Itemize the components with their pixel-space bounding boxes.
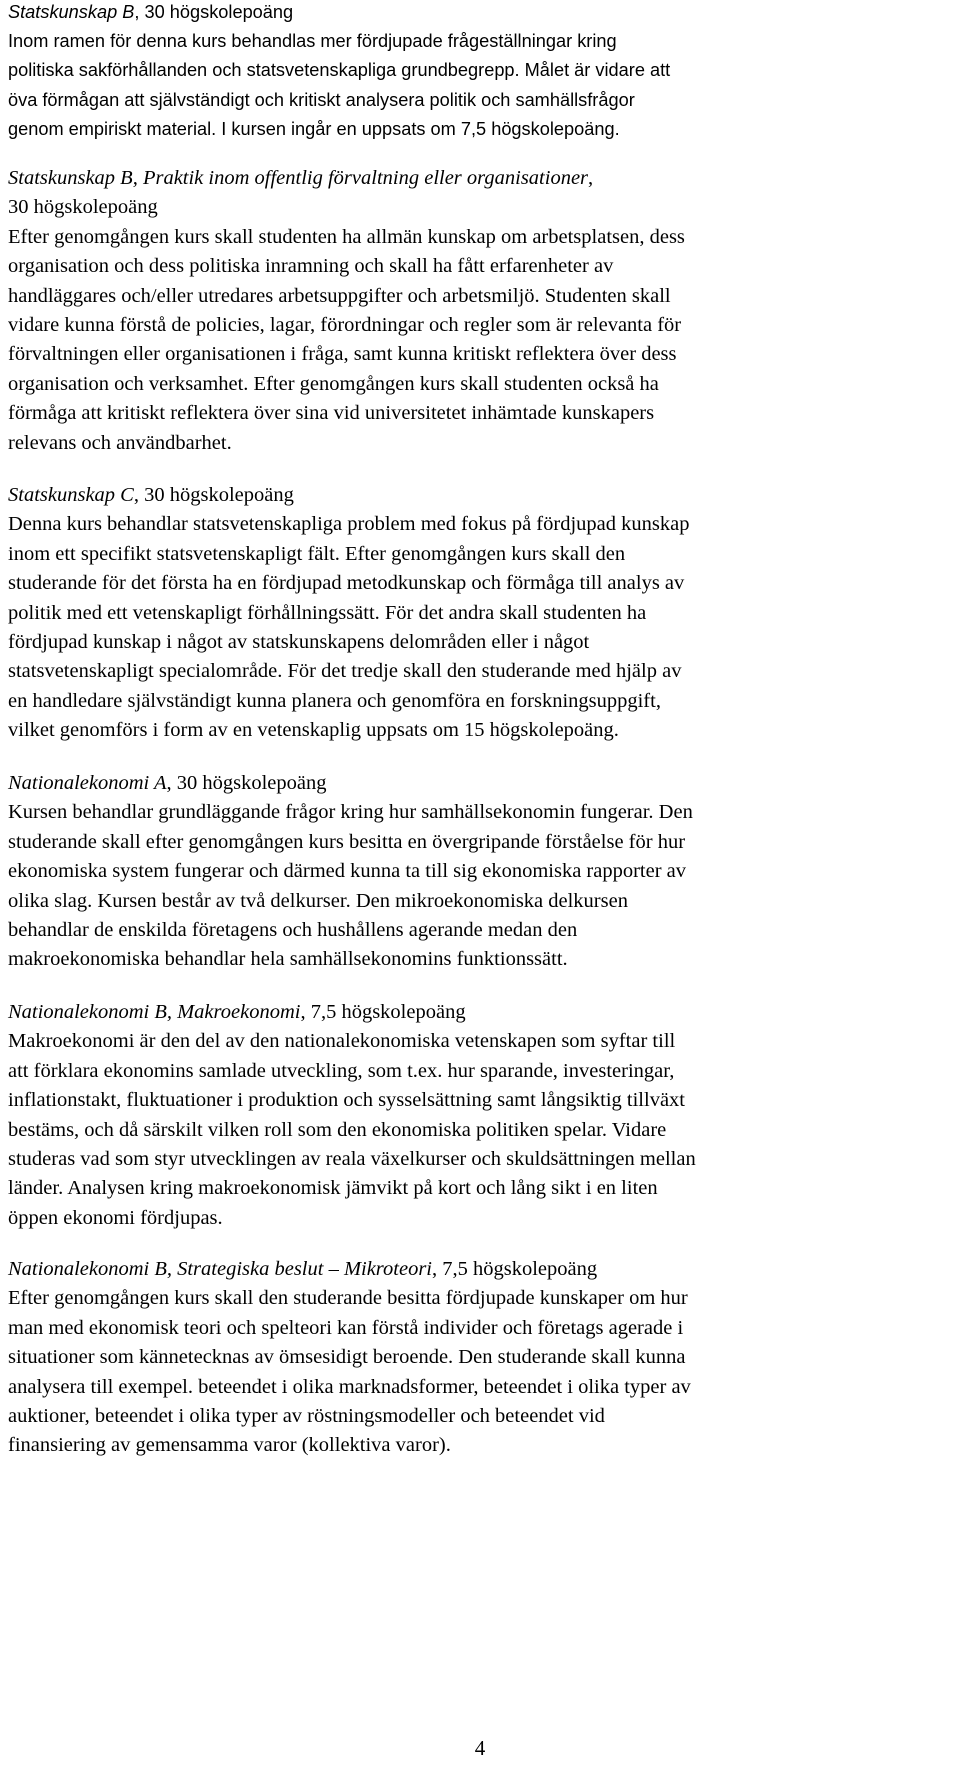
- course-section-statskunskap-b: [8, 0, 958, 144]
- course-description-line: Kursen behandlar grundläggande frågor kring hur samhällsekonomin fungerar. Den: [8, 801, 693, 824]
- course-credits: , 30 högskolepoäng: [133, 484, 294, 506]
- course-description-line: förmåga att kritiskt reflektera över sina vid universitetet inhämtade kunskapers: [8, 402, 655, 425]
- course-title: Statskunskap B: [8, 2, 135, 22]
- course-heading: [8, 164, 958, 193]
- course-credits: , 7,5 högskolepoäng: [300, 1001, 466, 1023]
- course-heading: [8, 998, 958, 1027]
- course-description-line: Inom ramen för denna kurs behandlas mer fördjupade frågeställningar kring: [8, 31, 617, 52]
- course-description-line: man med ekonomisk teori och spelteori kan förstå individer och företags agerade i: [8, 1316, 684, 1339]
- course-description-line: organisation och dess politiska inramning och skall ha fått erfarenheter av: [8, 255, 614, 278]
- course-description-line: ekonomiska system fungerar och därmed kunna ta till sig ekonomiska rapporter av: [8, 860, 687, 883]
- course-description-line: inflationstakt, fluktuationer i produktion och sysselsättning samt långsiktig tillväxt: [8, 1089, 685, 1112]
- course-description-line: statsvetenskapligt specialområde. För det tredje skall den studerande med hjälp av: [8, 660, 682, 683]
- course-description-line: olika slag. Kursen består av två delkurser. Den mikroekonomiska delkursen: [8, 889, 628, 912]
- course-description-line: Efter genomgången kurs skall den studerande besitta fördjupade kunskaper om hur: [8, 1287, 688, 1310]
- course-title: Statskunskap C: [8, 484, 134, 506]
- course-description-line: inom ett specifikt statsvetenskapligt fält. Efter genomgången kurs skall den: [8, 542, 626, 565]
- course-credits: , 30 högskolepoäng: [166, 772, 327, 794]
- course-description-line: studerande skall efter genomgången kurs besitta en övergripande förståelse för hur: [8, 830, 686, 853]
- course-description-line: öppen ekonomi fördjupas.: [8, 1206, 223, 1229]
- course-title: Nationalekonomi B, Makroekonomi: [8, 1001, 301, 1023]
- course-description-line: analysera till exempel. beteendet i olika marknadsformer, beteendet i olika typer av: [8, 1375, 691, 1398]
- course-description-line: länder. Analysen kring makroekonomisk jämvikt på kort och lång sikt i en liten: [8, 1177, 658, 1200]
- course-description-line: Makroekonomi är den del av den nationalekonomiska vetenskapen som syftar till: [8, 1030, 676, 1053]
- course-section-statskunskap-b-praktik: [8, 164, 958, 458]
- course-heading-comma: ,: [588, 167, 594, 189]
- course-description-line: handläggares och/eller utredares arbetsuppgifter och arbetsmiljö. Studenten skall: [8, 284, 671, 307]
- course-description-line: finansiering av gemensamma varor (kollektiva varor).: [8, 1434, 451, 1457]
- page-number: 4: [474, 1736, 486, 1760]
- course-heading: [8, 0, 958, 27]
- course-description-line: organisation och verksamhet. Efter genomgången kurs skall studenten också ha: [8, 372, 659, 395]
- course-description-line: genom empiriskt material. I kursen ingår en uppsats om 7,5 högskolepoäng.: [8, 118, 620, 139]
- course-credits: , 30 högskolepoäng: [134, 2, 294, 22]
- course-section-nationalekonomi-a: [8, 769, 958, 975]
- course-description-line: öva förmågan att självständigt och kritiskt analysera politik och samhällsfrågor: [8, 89, 635, 110]
- course-description-line: fördjupad kunskap i något av statskunskapens delområden eller i något: [8, 631, 590, 654]
- course-section-nationalekonomi-b-makroekonomi: [8, 998, 958, 1233]
- course-section-statskunskap-c: [8, 481, 958, 746]
- course-credits: , 7,5 högskolepoäng: [432, 1258, 598, 1280]
- course-heading: [8, 1255, 958, 1284]
- course-description-line: behandlar de enskilda företagens och hushållens agerande medan den: [8, 919, 578, 942]
- course-heading: [8, 769, 958, 798]
- course-description-line: vilket genomförs i form av en vetenskaplig uppsats om 15 högskolepoäng.: [8, 719, 619, 742]
- course-heading: [8, 481, 958, 510]
- course-description-line: förvaltningen eller organisationen i fråga, samt kunna kritiskt reflektera över dess: [8, 343, 677, 366]
- course-description-line: makroekonomiska behandlar hela samhällsekonomins funktionssätt.: [8, 948, 568, 971]
- course-description-line: situationer som kännetecknas av ömsesidigt beroende. Den studerande skall kunna: [8, 1346, 686, 1369]
- course-description-line: studerande för det första ha en fördjupad metodkunskap och förmåga till analys av: [8, 572, 685, 595]
- course-description-line: auktioner, beteendet i olika typer av röstningsmodeller och beteendet vid: [8, 1405, 605, 1428]
- course-description-line: studeras vad som styr utvecklingen av reala växelkurser och skuldsättningen mellan: [8, 1148, 696, 1171]
- course-section-nationalekonomi-b-mikroteori: [8, 1255, 958, 1461]
- course-description-line: att förklara ekonomins samlade utveckling, som t.ex. hur sparande, investeringar,: [8, 1059, 675, 1082]
- course-title: Nationalekonomi B, Strategiska beslut – Mikroteori: [8, 1258, 432, 1280]
- course-credits: 30 högskolepoäng: [8, 196, 158, 219]
- course-description-line: en handledare självständigt kunna planera och genomföra en forskningsuppgift,: [8, 689, 661, 712]
- course-description-line: Denna kurs behandlar statsvetenskapliga problem med fokus på fördjupad kunskap: [8, 513, 690, 536]
- course-description-line: politiska sakförhållanden och statsvetenskapliga grundbegrepp. Målet är vidare att: [8, 60, 671, 81]
- course-description-line: bestäms, och då särskilt vilken roll som den ekonomiska politiken spelar. Vidare: [8, 1118, 667, 1141]
- course-description-line: vidare kunna förstå de policies, lagar, förordningar och regler som är relevanta för: [8, 314, 682, 337]
- course-title: Statskunskap B, Praktik inom offentlig förvaltning eller organisationer: [8, 167, 589, 189]
- course-description-line: politik med ett vetenskapligt förhållningssätt. För det andra skall studenten ha: [8, 601, 647, 624]
- course-description-line: Efter genomgången kurs skall studenten ha allmän kunskap om arbetsplatsen, dess: [8, 225, 685, 248]
- course-description-line: relevans och användbarhet.: [8, 431, 232, 454]
- course-title: Nationalekonomi A: [8, 772, 167, 794]
